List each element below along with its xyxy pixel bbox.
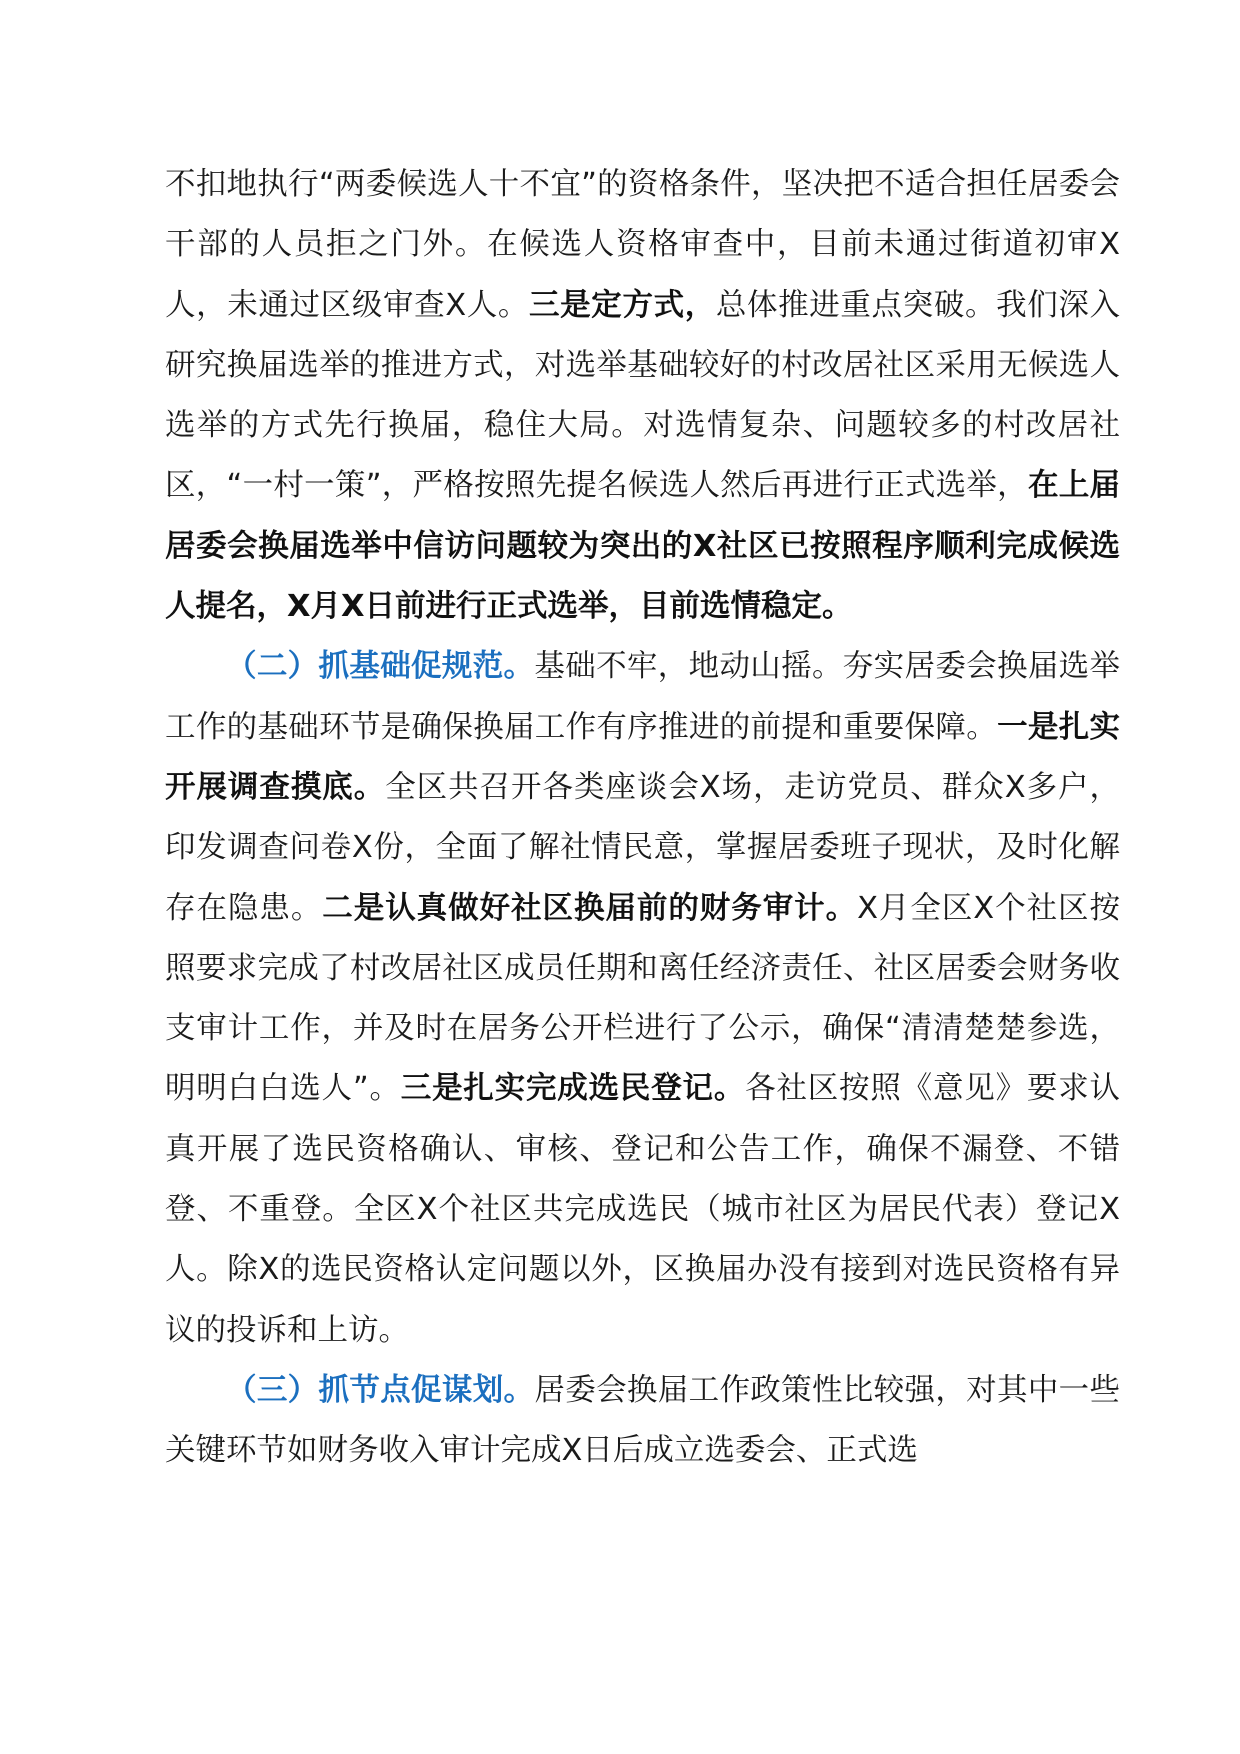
paragraph-section-three	[165, 1361, 1120, 1482]
text-run: 全区共召开各类座谈会X场，走访党员、群众X多户，印发调查问卷X份，全面了解社情民意，掌握居委班子现状，及时化解存在隐患。	[165, 769, 1120, 926]
bold-subheading-one: 一是扎实开展调查摸底。	[165, 709, 1121, 805]
text-run: 总体推进重点突破。我们深入研究换届选举的推进方式，对选举基础较好的村改居社区采用无候选人选举的方式先行换届，稳住大局。对选情复杂、问题较多的村改居社区，“一村一策”，严格按照先提名候选人然后再进行正式选举，	[165, 287, 1120, 504]
section-heading-three: （三）抓节点促谋划。	[226, 1372, 535, 1408]
bold-highlight: 在上届居委会换届选举中信访问题较为突出的X社区已按照程序顺利完成候选人提名，X月X日前进行正式选举，目前选情稳定。	[165, 468, 1120, 625]
bold-subheading-three: 三是扎实完成选民登记。	[400, 1071, 746, 1107]
text-run: 不扣地执行“两委候选人十不宜”的资格条件，坚决把不适合担任居委会干部的人员拒之门外。在候选人资格审查中，目前未通过街道初审X人，未通过区级审查X人。	[165, 167, 1120, 323]
bold-subheading-two: 二是认真做好社区换届前的财务审计。	[322, 890, 858, 926]
paragraph-continuation	[165, 155, 1120, 637]
text-run: X月全区X个社区按照要求完成了村改居社区成员任期和离任经济责任、社区居委会财务收支审计工作，并及时在居务公开栏进行了公示，确保“清清楚楚参选，明明白白选人”。	[165, 890, 1121, 1107]
text-run: 基础不牢，地动山摇。夯实居委会换届选举工作的基础环节是确保换届工作有序推进的前提和重要保障。	[165, 649, 1121, 745]
paragraph-section-two	[165, 637, 1120, 1361]
bold-subheading-three: 三是定方式，	[529, 287, 716, 323]
text-run: 各社区按照《意见》要求认真开展了选民资格确认、审核、登记和公告工作，确保不漏登、不错登、不重登。全区X个社区共完成选民（城市社区为居民代表）登记X人。除X的选民资格认定问题以外，区换届办没有接到对选民资格有异议的投诉和上访。	[165, 1071, 1121, 1348]
section-heading-two: （二）抓基础促规范。	[226, 649, 535, 685]
document-body	[165, 155, 1120, 1482]
text-run: 居委会换届工作政策性比较强，对其中一些关键环节如财务收入审计完成X日后成立选委会、正式选	[165, 1372, 1121, 1469]
